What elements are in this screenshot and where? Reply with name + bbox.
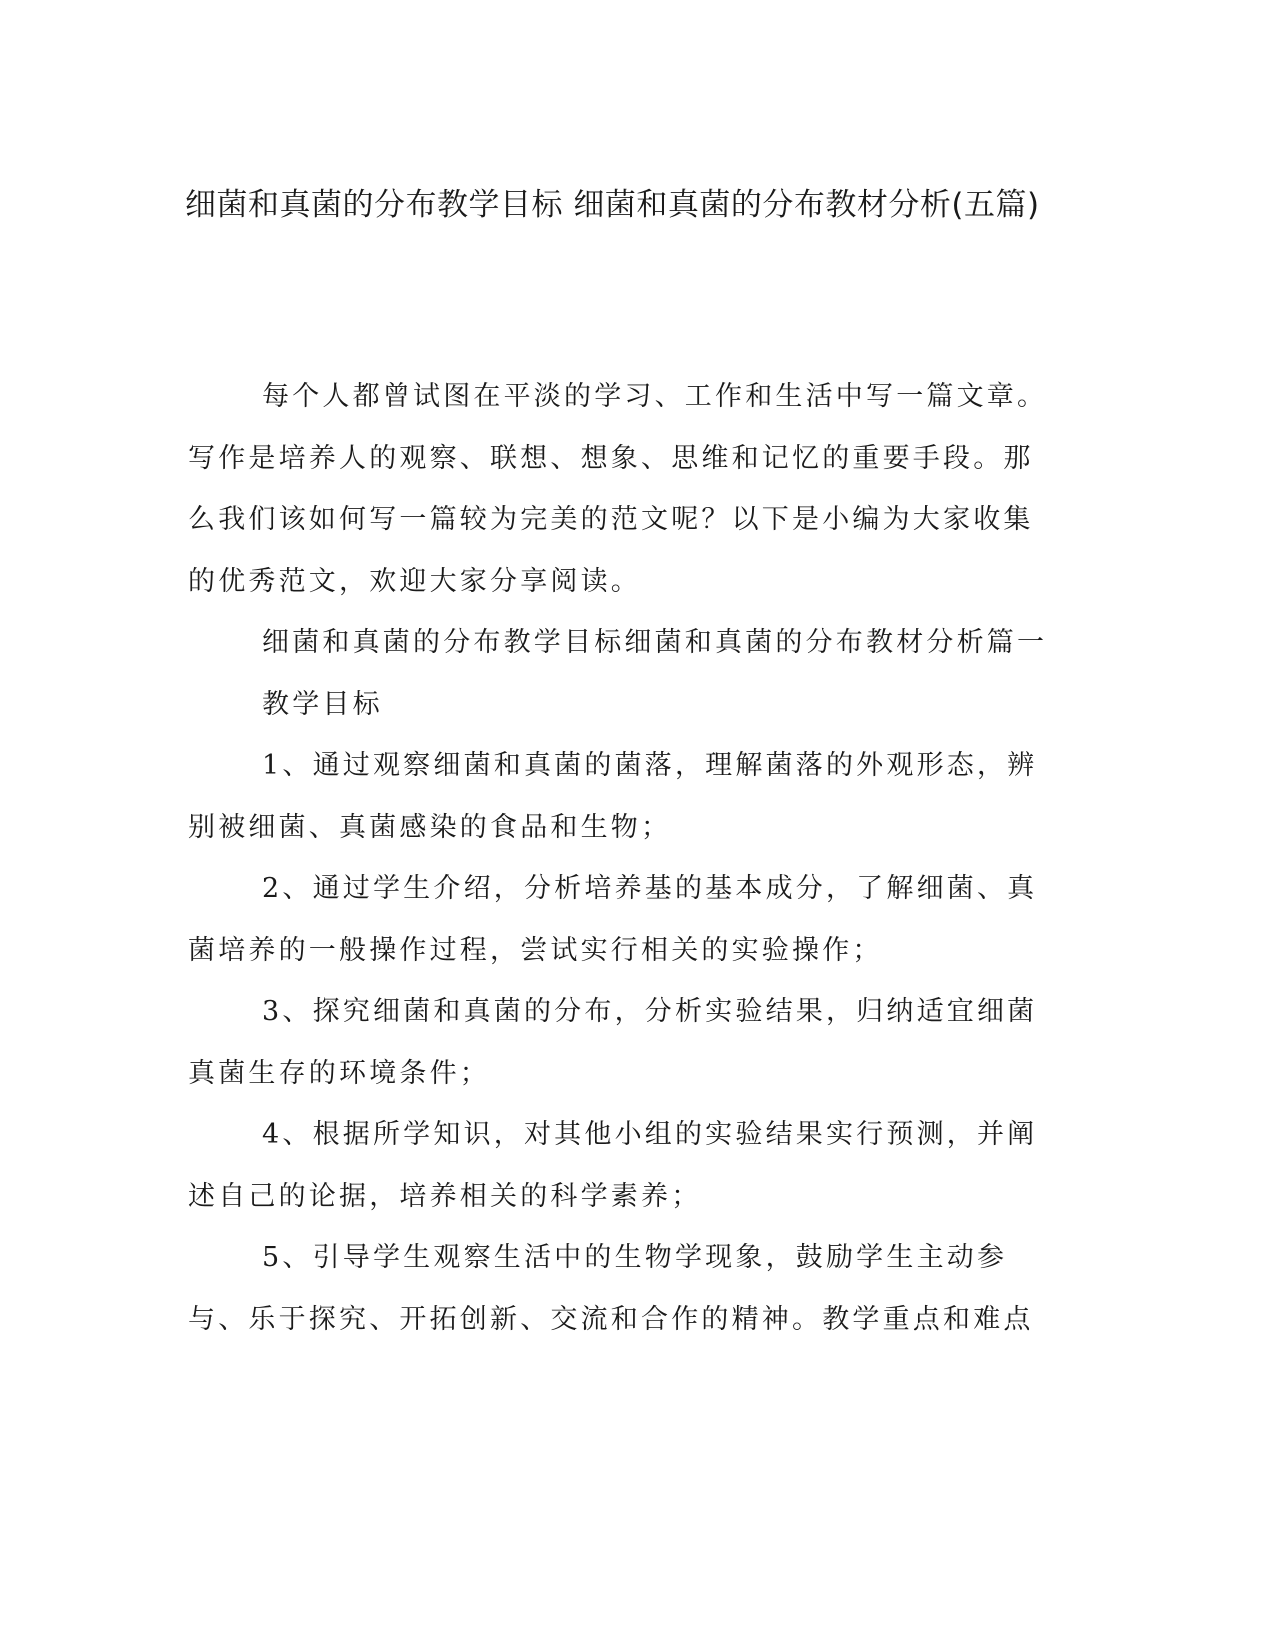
subsection-heading: 教学目标 bbox=[262, 688, 383, 720]
list-item: 2、通过学生介绍，分析培养基的基本成分，了解细菌、真菌培养的一般操作过程，尝试实行相关的实验操作； bbox=[188, 873, 1038, 966]
document-title: 细菌和真菌的分布教学目标 细菌和真菌的分布教材分析(五篇) bbox=[185, 187, 1040, 223]
list-item: 5、引导学生观察生活中的生物学现象，鼓励学生主动参与、乐于探究、开拓创新、交流和合作的精神。教学重点和难点 bbox=[188, 1242, 1034, 1335]
section-heading: 细菌和真菌的分布教学目标细菌和真菌的分布教材分析篇一 bbox=[262, 627, 1048, 658]
list-item: 4、根据所学知识，对其他小组的实验结果实行预测，并阐述自己的论据，培养相关的科学素养； bbox=[188, 1119, 1038, 1212]
document-body bbox=[188, 366, 1060, 1350]
list-item: 3、探究细菌和真菌的分布，分析实验结果，归纳适宜细菌真菌生存的环境条件； bbox=[188, 996, 1038, 1089]
list-item: 1、通过观察细菌和真菌的菌落，理解菌落的外观形态，辨别被细菌、真菌感染的食品和生物； bbox=[188, 750, 1038, 843]
intro-paragraph: 每个人都曾试图在平淡的学习、工作和生活中写一篇文章。写作是培养人的观察、联想、想象、思维和记忆的重要手段。那么我们该如何写一篇较为完美的范文呢？以下是小编为大家收集的优秀范文，欢迎大家分享阅读。 bbox=[188, 381, 1048, 597]
